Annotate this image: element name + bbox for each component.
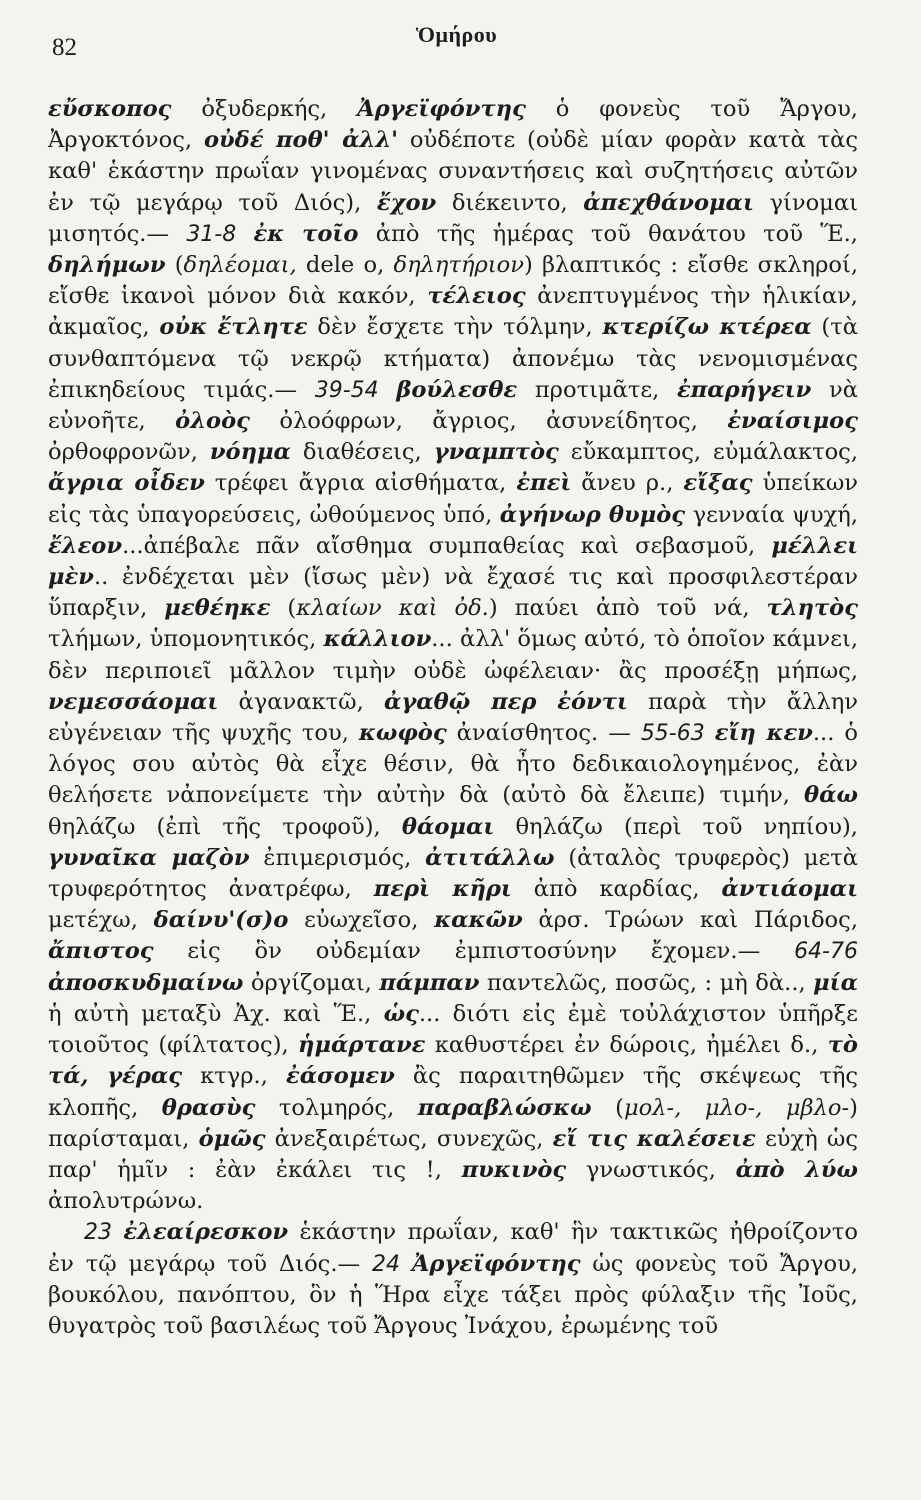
gloss-text: τρέφει ἄγρια αἰσθήματα,	[204, 470, 517, 497]
verse-reference: 64-76	[794, 939, 858, 965]
verse-reference: 31-8	[186, 221, 237, 247]
gloss-text: μετέχω,	[48, 907, 154, 934]
lemma-term: κωφὸς	[358, 720, 447, 747]
lemma-term: γυναῖκα μαζὸν	[48, 844, 250, 871]
lemma-term: μέλλει μὲν	[48, 532, 858, 591]
verse-reference: 55-63	[640, 721, 705, 747]
gloss-text: θηλάζω (περὶ τοῦ νηπίου),	[494, 813, 858, 840]
italic-note: κλαίων καὶ ὀδ.	[296, 595, 489, 622]
gloss-text: ἀπὸ καρδίας,	[511, 876, 722, 903]
verse-reference: 39-54	[314, 377, 379, 403]
gloss-text: ... ἀλλ' ὅμως αὐτό, τὸ ὁποῖον κάμνει, δὲν περιποιεῖ μᾶλλον τιμὴν οὐδὲ ὠφέλειαν· ἂς προσέξῃ μήπως,	[48, 626, 858, 684]
gloss-text: θηλάζω (ἐπὶ τῆς τροφοῦ),	[48, 813, 402, 840]
lemma-term: ἀπεχθάνομαι	[583, 189, 754, 216]
lemma-term: ἐάσομεν	[286, 1063, 395, 1090]
lemma-term: παραβλώσκω	[417, 1094, 592, 1121]
italic-note: μολ-, μλο-, μβλο-	[623, 1094, 850, 1121]
lemma-term: ἄπιστος	[48, 938, 154, 965]
gloss-text: τολμηρός,	[255, 1094, 418, 1121]
lemma-term: μεθέηκε	[164, 595, 271, 622]
gloss-text: ) βλαπτικός : εἴσθε σκληροί, εἴσθε ἱκανοὶ μόνον διὰ κακόν,	[48, 252, 859, 310]
gloss-text: ὀλοόφρων, ἄγριος, ἀσυνείδητος,	[249, 408, 728, 435]
running-head: Ὁμήρου	[415, 22, 498, 47]
lemma-term: δηλήμων	[48, 252, 166, 279]
lemma-term: κτερίζω κτέρεα	[602, 314, 812, 341]
lemma-term: ἀτιτάλλω	[425, 844, 555, 871]
lemma-term: τλητὸς	[766, 595, 859, 622]
gloss-text: γίνομαι μισητός.—	[48, 189, 858, 247]
gloss-text: ἀνεξαιρέτως, συνεχῶς,	[265, 1125, 553, 1152]
gloss-text: ὀρθοφρονῶν,	[48, 439, 210, 466]
lemma-term: ἐπαρήγειν	[676, 376, 812, 403]
lemma-term: εἴξας	[683, 470, 753, 497]
gloss-text: εἰς ὃν οὐδεμίαν ἐμπιστοσύνην ἔχομεν.—	[153, 938, 795, 965]
lemma-term: ὀλοὸς	[175, 408, 250, 435]
lemma-term: ὁμῶς	[198, 1125, 266, 1152]
lemma-term: δαίνυ'(σ)ο	[153, 907, 289, 934]
lemma-term: οὐδέ ποθ' ἀλλ'	[203, 127, 399, 154]
gloss-text: ἀπολυτρώνω.	[48, 1188, 204, 1215]
gloss-text: ὀργίζομαι,	[243, 969, 380, 996]
lemma-term: ἐκ τοῖο	[253, 220, 359, 247]
lemma-term: γναμπτὸς	[433, 439, 559, 466]
lemma-term: ἐλεαίρεσκον	[123, 1219, 289, 1246]
lemma-term: ἀπὸ λύω	[735, 1156, 858, 1183]
gloss-text: προτιμᾶτε,	[517, 376, 677, 403]
commentary-paragraph	[48, 94, 858, 1217]
lemma-term: ἀγήνωρ θυμὸς	[499, 501, 686, 528]
gloss-text: διέκειντο,	[436, 189, 584, 216]
gloss-text: ὑπείκων εἰς τὰς ὑπαγορεύσεις, ὠθούμενος ὑπό,	[48, 470, 858, 528]
page-header	[52, 22, 861, 62]
gloss-text: τλήμων, ὑπομονητικός,	[48, 626, 324, 653]
gloss-text: παντελῶς, ποσῶς, : μὴ δὰ..,	[479, 969, 814, 996]
lemma-term: ἐπεὶ	[516, 470, 572, 497]
lemma-term: ἀποσκυδμαίνω	[48, 969, 244, 996]
lemma-term: τὸ τά, γέρας	[48, 1032, 858, 1090]
lemma-term: μία	[813, 969, 858, 996]
gloss-text: εὐχὴ ὡς παρ' ἡμῖν : ἐὰν ἐκάλει τις !,	[48, 1125, 859, 1183]
commentary-paragraph	[48, 1217, 858, 1342]
gloss-text: (τὰ συνθαπτόμενα τῷ νεκρῷ κτήματα) ἀπονέμω τὰς νενομισμένας ἐπικηδείους τιμάς.—	[48, 314, 858, 403]
lemma-term: πάμπαν	[379, 969, 480, 996]
gloss-text: ὁ φονεὺς τοῦ Ἄργου, Ἀργοκτόνος,	[48, 96, 858, 154]
gloss-text: (	[591, 1094, 624, 1121]
gloss-text: καθυστέρει ἐν δώροις, ἠμέλει δ.,	[425, 1032, 828, 1059]
lemma-term: θάομαι	[401, 813, 495, 840]
lemma-term: τέλειος	[427, 283, 526, 310]
lemma-term: ἀντιάομαι	[721, 876, 858, 903]
lemma-term: ἀγαθῷ περ ἐόντι	[383, 688, 628, 715]
lemma-term: περὶ κῆρι	[373, 876, 512, 903]
gloss-text	[400, 1251, 412, 1277]
verse-reference: 24	[371, 1251, 400, 1277]
gloss-text: νὰ εὐνοῆτε,	[48, 376, 858, 435]
lemma-term: ἐναίσιμος	[727, 408, 858, 435]
page-number: 82	[52, 34, 77, 61]
lemma-term: ἄγρια οἶδεν	[48, 470, 205, 497]
gloss-text	[112, 1219, 123, 1245]
gloss-text: ) παύει ἀπὸ τοῦ νά,	[488, 595, 767, 622]
lemma-term: εὔσκοπος	[48, 96, 172, 122]
lemma-term: ὡς	[383, 1000, 419, 1027]
gloss-text: ὀξυδερκής,	[171, 96, 358, 122]
gloss-text: ἂς παραιτηθῶμεν τῆς σκέψεως τῆς κλοπῆς,	[48, 1063, 859, 1121]
lemma-term: νεμεσσάομαι	[48, 688, 219, 715]
gloss-text: .. ἐνδέχεται μὲν (ἴσως μὲν) νὰ ἔχασέ τις καὶ προσφιλεστέραν ὕπαρξιν,	[48, 564, 858, 622]
lemma-term: ἔλεον	[48, 532, 123, 559]
gloss-text: ... ὁ λόγος σου αὐτὸς θὰ εἶχε θέσιν, θὰ ἦτο δεδικαιολογημένος, ἐὰν θελήσετε νἀπονείμετε τὴν αὐτὴν δὰ (αὐτὸ δὰ ἔλειπε) τιμήν,	[48, 720, 859, 809]
gloss-text: ἀρσ. Τρώων καὶ Πάριδος,	[522, 907, 858, 934]
gloss-text: εὔκαμπτος, εὐμάλακτος,	[558, 439, 859, 466]
gloss-text: παρὰ τὴν ἄλλην εὐγένειαν τῆς ψυχῆς του,	[48, 688, 858, 747]
gloss-text: ἀναίσθητος. —	[446, 720, 641, 747]
gloss-text: γενναία ψυχή,	[685, 501, 858, 528]
gloss-text: ὡς φονεὺς τοῦ Ἄργου, βουκόλου, πανόπτου, ὃν ἡ Ἥρα εἶχε τάξει πρὸς φύλαξιν τῆς Ἰοῦς, θυγατρὸς τοῦ βασιλέως τοῦ Ἄργους Ἰνάχου, ἐρωμένης τοῦ	[48, 1250, 858, 1339]
lemma-term: Ἀργεϊφόντης	[357, 96, 526, 122]
gloss-text: ...ἀπέβαλε πᾶν αἴσθημα συμπαθείας καὶ σεβασμοῦ,	[122, 532, 772, 559]
gloss-text: ἐπιμερισμός,	[249, 844, 426, 871]
gloss-text: οὐδέποτε (οὐδὲ μίαν φορὰν κατὰ τὰς καθ' ἑκάστην πρωΐαν γινομένας συναντήσεις καὶ συζητήσεις αὐτῶν ἐν τῷ μεγάρῳ τοῦ Διός),	[48, 127, 858, 216]
gloss-text: κτγρ.,	[182, 1063, 287, 1090]
gloss-text	[236, 221, 253, 247]
gloss-text: διαθέσεις,	[290, 439, 434, 466]
lemma-term: ἔχον	[376, 189, 437, 216]
lemma-term: εἴη κεν	[714, 720, 813, 747]
lemma-term: θάω	[804, 782, 858, 809]
gloss-text: (ἀταλὸς τρυφερὸς) μετὰ τρυφερότητος ἀνατρέφω,	[48, 844, 858, 903]
gloss-text: δὲν ἔσχετε τὴν τόλμην,	[307, 314, 603, 341]
commentary-text	[48, 94, 858, 1342]
lemma-term: εἴ τις καλέσειε	[552, 1125, 756, 1152]
gloss-text: ἀνεπτυγμένος τὴν ἡλικίαν, ἀκμαῖος,	[48, 283, 858, 341]
gloss-text	[379, 377, 397, 403]
gloss-text: (	[270, 595, 297, 622]
lemma-term: κακῶν	[434, 907, 523, 934]
lemma-term: κάλλιον	[323, 626, 432, 653]
lemma-term: νόημα	[209, 439, 291, 466]
gloss-text: ἡ αὐτὴ μεταξὺ Ἀχ. καὶ Ἕ.,	[48, 1000, 384, 1027]
gloss-text: εὐωχεῖσο,	[288, 907, 435, 934]
gloss-text: ἑκάστην πρωΐαν, καθ' ἣν τακτικῶς ἠθροίζοντο ἐν τῷ μεγάρῳ τοῦ Διός.—	[48, 1219, 858, 1277]
verse-reference: 23	[84, 1220, 112, 1246]
gloss-text: ) παρίσταμαι,	[48, 1094, 858, 1152]
lemma-term: οὐκ ἔτλητε	[159, 314, 308, 341]
gloss-text: γνωστικός,	[566, 1156, 736, 1183]
gloss-text	[705, 720, 715, 746]
gloss-text: ἀγανακτῶ,	[218, 688, 384, 715]
lemma-term: πυκινὸς	[461, 1156, 567, 1183]
lemma-term: Ἀργεϊφόντης	[411, 1250, 581, 1277]
lemma-term: ἡμάρτανε	[298, 1032, 426, 1059]
gloss-text: ἄνευ ρ.,	[571, 470, 684, 497]
lemma-term: βούλεσθε	[396, 376, 518, 403]
italic-note: δηλέομαι,	[183, 252, 297, 279]
gloss-text: (	[165, 252, 184, 279]
gloss-text: ἀπὸ τῆς ἡμέρας τοῦ θανάτου τοῦ Ἕ.,	[358, 220, 858, 247]
gloss-text: dele o,	[296, 252, 394, 279]
gloss-text: ... διότι εἰς ἐμὲ τοὐλάχιστον ὑπῆρξε τοιοῦτος (φίλτατος),	[48, 1000, 858, 1059]
italic-note: δηλητήριον	[393, 252, 524, 279]
lemma-term: θρασὺς	[161, 1094, 256, 1121]
